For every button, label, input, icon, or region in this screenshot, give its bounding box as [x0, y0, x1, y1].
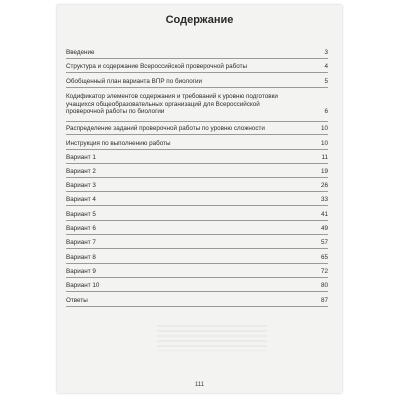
- toc-entry: [66, 268, 328, 276]
- toc-divider: [66, 277, 328, 278]
- toc-entry-page: 80: [320, 282, 328, 289]
- toc-entry-title: Обобщенный план варианта ВПР по биологии: [66, 78, 203, 85]
- toc-entry: [66, 154, 328, 162]
- toc-entry-title: Вариант 9: [66, 268, 96, 275]
- toc-entry-page: 65: [320, 254, 328, 261]
- toc-divider: [66, 205, 328, 206]
- toc-entry: [66, 282, 328, 290]
- toc-divider: [66, 72, 328, 73]
- toc-entry-title: Кодификатор элементов содержания и требований к уровню подготовки учащихся общеобразовательных организаций для Всероссийской проверочной работы по биологии: [66, 93, 278, 116]
- toc-entry-title: Вариант 1: [66, 154, 96, 161]
- toc-entry-page: 5: [324, 78, 328, 85]
- toc-entry: [66, 297, 328, 305]
- toc-divider: [66, 291, 328, 292]
- show-through-text: [157, 325, 267, 351]
- toc-entry-title: Распределение заданий проверочной работы по уровню сложности: [66, 125, 265, 132]
- toc-entry: [66, 211, 328, 219]
- toc-entry: [66, 93, 328, 116]
- toc-entry-page: 26: [320, 182, 328, 189]
- toc-entry: [66, 182, 328, 190]
- toc-divider: [66, 263, 328, 264]
- toc-entry-title: Вариант 2: [66, 168, 96, 175]
- toc-divider: [66, 58, 328, 59]
- toc-entry-page: 6: [324, 108, 328, 116]
- toc-divider: [66, 87, 328, 88]
- toc-entry-title: Вариант 3: [66, 182, 96, 189]
- toc-entry: [66, 125, 328, 133]
- toc-entry-page: 10: [320, 140, 328, 147]
- toc-entry-page: 57: [320, 239, 328, 246]
- toc-entry-title: Вариант 4: [66, 196, 96, 203]
- toc-divider: [66, 121, 328, 122]
- toc-entry: [66, 78, 328, 86]
- page-number: 111: [194, 382, 205, 388]
- toc-divider: [66, 163, 328, 164]
- toc-entry-title: Вариант 10: [66, 282, 100, 289]
- toc-entry: [66, 140, 328, 148]
- toc-entry: [66, 239, 328, 247]
- toc-divider: [66, 220, 328, 221]
- toc-entry-title: Ответы: [66, 297, 88, 304]
- toc-divider: [66, 134, 328, 135]
- toc-entry-page: 49: [320, 225, 328, 232]
- toc-entry-page: 4: [324, 63, 328, 70]
- toc-entry-title: Вариант 5: [66, 211, 96, 218]
- toc-divider: [66, 191, 328, 192]
- toc-entry-title: Инструкция по выполнению работы: [66, 140, 171, 147]
- toc-entry-page: 3: [324, 49, 328, 56]
- toc-entry-page: 87: [320, 297, 328, 304]
- toc-entry-page: 10: [320, 125, 328, 132]
- toc-entry-title: Структура и содержание Всероссийской проверочной работы: [66, 63, 248, 70]
- toc-entry-page: 72: [320, 268, 328, 275]
- toc-entry-title: Введение: [66, 49, 95, 56]
- toc-entry-title: Вариант 8: [66, 254, 96, 261]
- toc-entry: [66, 49, 328, 57]
- toc-divider: [66, 177, 328, 178]
- toc-divider: [66, 248, 328, 249]
- toc-divider: [66, 234, 328, 235]
- toc-entry-title: Вариант 6: [66, 225, 96, 232]
- toc-entry-title: Вариант 7: [66, 239, 96, 246]
- toc-entry-page: 11: [321, 154, 328, 161]
- toc-entry: [66, 63, 328, 71]
- toc-entry-page: 19: [320, 168, 328, 175]
- toc-entry-page: 33: [320, 196, 328, 203]
- toc-entry: [66, 168, 328, 176]
- toc-entry: [66, 225, 328, 233]
- toc-entry-page: 41: [320, 211, 328, 218]
- toc-divider: [66, 306, 328, 307]
- toc-entry: [66, 196, 328, 204]
- toc-divider: [66, 149, 328, 150]
- book-page: [57, 5, 342, 393]
- toc-entry: [66, 254, 328, 262]
- page-title: Содержание: [165, 14, 234, 26]
